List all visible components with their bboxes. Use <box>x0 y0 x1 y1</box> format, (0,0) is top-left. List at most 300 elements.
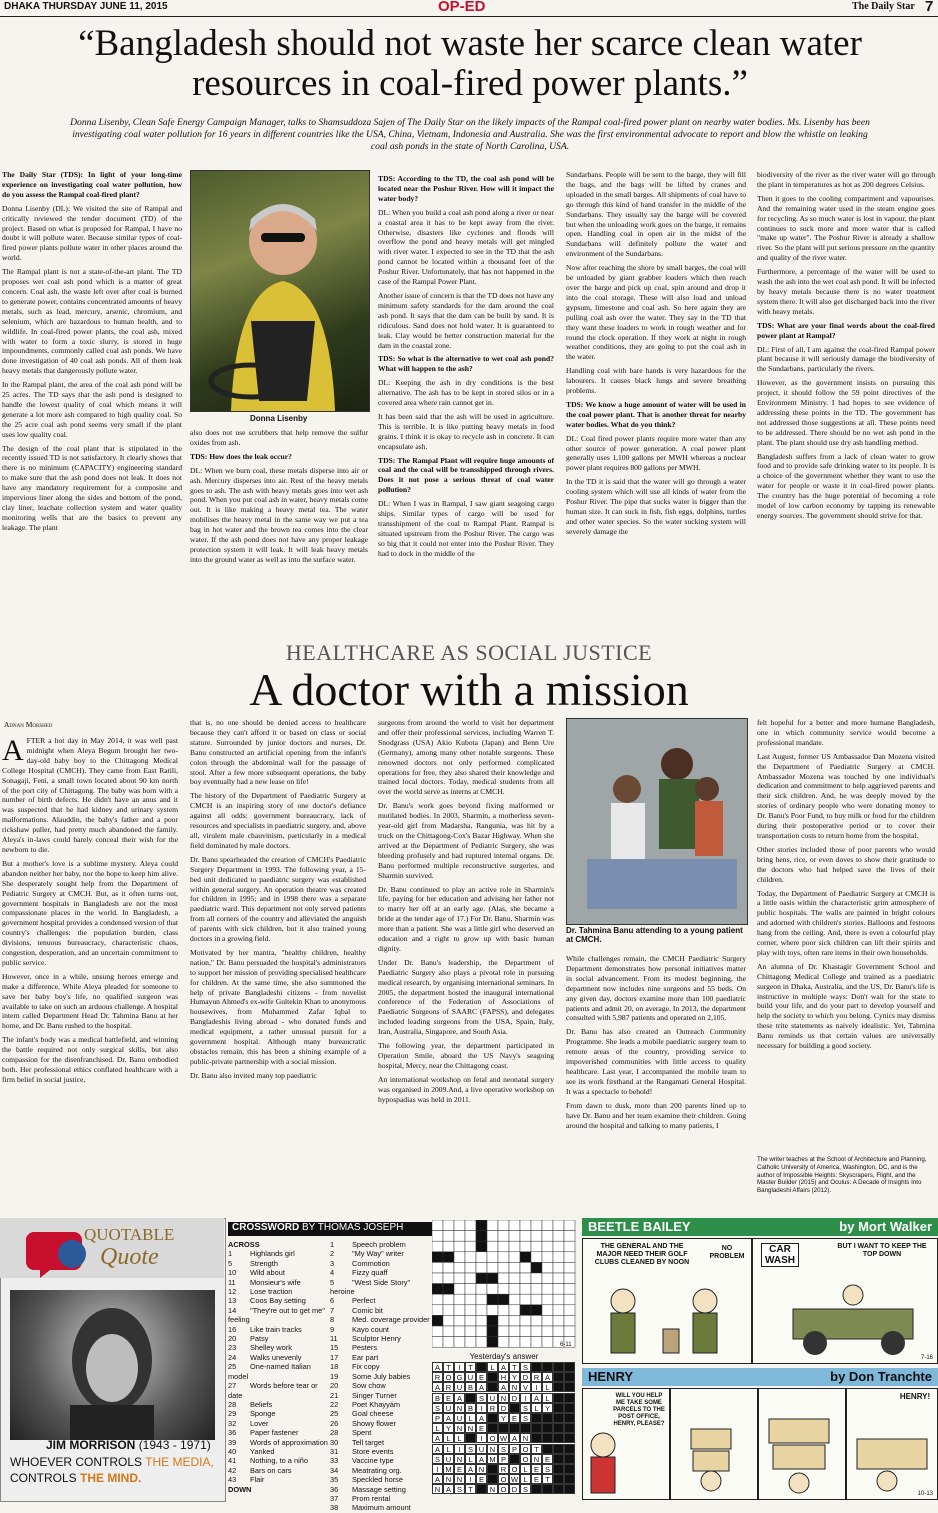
interview-question: The Daily Star (TDS): In light of your long-time experience on investigating coal water pollution, how do you assess the Rampal coal-fired plant? <box>2 170 182 199</box>
grid-cell[interactable] <box>432 1337 443 1348</box>
answer-cell: L <box>443 1433 454 1443</box>
clue-text: Speech problem <box>352 1240 406 1249</box>
grid-cell[interactable] <box>443 1305 454 1316</box>
grid-cell[interactable] <box>498 1273 509 1284</box>
grid-cell[interactable] <box>509 1315 520 1326</box>
grid-cell[interactable] <box>553 1273 564 1284</box>
clue-item <box>228 1438 328 1447</box>
grid-cell[interactable] <box>564 1220 575 1231</box>
down-clues <box>330 1240 430 1513</box>
paragraph: Dr. Banu also invited many top paediatric <box>190 1070 317 1080</box>
clue-number: 38 <box>330 1503 339 1513</box>
interview-answer: DL: First of all, I am against the coal-fired Rampal power plant because it will seriously damage the biodiversity of the Sundarbans, particularly the rivers. <box>757 344 935 374</box>
grid-cell[interactable] <box>487 1252 498 1263</box>
clue-number: 20 <box>330 1381 339 1391</box>
interview-answer: Furthermore, a percentage of the water will be used to wash the ash into the wet coal ash pond. It will be infected by heavy metals because there is no water treatment system there. It will also get discharged back into the river with heavy metals. <box>757 267 935 316</box>
answer-row <box>432 1403 576 1413</box>
answer-cell: U <box>487 1393 498 1403</box>
answer-cell: N <box>454 1474 465 1484</box>
interview-answer: The design of the coal plant that is stipulated in the recently issued TD is not satisfactory. It clearly shows that there is no minimum (CAPACITY) engineering standard to make sure that the ash pond does not leak. It does not have any mandatory requirement for a composite and impervious liner along the sides and bottom of the pond, clay liner, leachate collection system and water quality monitoring wells that are the basics to prevent any leakage. The plant <box>2 443 182 532</box>
clue-text: Store events <box>352 1446 394 1456</box>
clue-number: 37 <box>330 1493 339 1503</box>
clue-item <box>228 1400 328 1409</box>
answer-cell: A <box>432 1433 443 1443</box>
grid-cell[interactable] <box>498 1241 509 1252</box>
grid-cell[interactable] <box>520 1326 531 1337</box>
answer-cell: E <box>531 1464 542 1474</box>
answer-cell: U <box>454 1382 465 1392</box>
answer-cell <box>509 1403 520 1413</box>
grid-cell[interactable] <box>564 1273 575 1284</box>
paragraph: An alumna of Dr. Khastagir Government School and Chittagong Medical College and trained as a paediatric surgeon in Dhaka, Australia, and the US, Dr. Banu's life is instructive in multiple ways: Don't wait for the state to build your life, and do your part to develop yourself and help the society to which you belong. Cynics may dismiss these trite statements as naively idealistic. Yet, Tahmina Banu reminds us that certain values are universally necessary for building a good society. <box>757 961 935 1051</box>
grid-cell[interactable] <box>520 1252 531 1263</box>
hospital-illustration <box>567 719 747 924</box>
grid-cell[interactable] <box>487 1315 498 1326</box>
speech-bubble: HENRY! <box>899 1392 931 1401</box>
section-heading: HEALTHCARE AS SOCIAL JUSTICE <box>285 640 653 665</box>
grid-cell[interactable] <box>454 1231 465 1242</box>
grid-cell[interactable] <box>542 1284 553 1295</box>
clue-text: Spent <box>352 1428 372 1438</box>
drop-cap: A <box>2 736 24 767</box>
grid-cell[interactable] <box>531 1252 542 1263</box>
answer-cell: L <box>520 1474 531 1484</box>
dateline: DHAKA THURSDAY JUNE 11, 2015 <box>4 1 168 12</box>
answer-cell: H <box>498 1372 509 1382</box>
answer-cell: S <box>498 1444 509 1454</box>
grid-cell[interactable] <box>531 1262 542 1273</box>
headline-quote: “Bangladesh should not waste her scarce clean water resources in coal-fired power plants.” <box>78 23 862 104</box>
grid-cell[interactable] <box>509 1241 520 1252</box>
grid-cell[interactable] <box>498 1220 509 1231</box>
grid-cell[interactable] <box>443 1252 454 1263</box>
grid-cell[interactable] <box>542 1241 553 1252</box>
grid-cell[interactable] <box>531 1315 542 1326</box>
grid-cell[interactable] <box>443 1241 454 1252</box>
grid-cell[interactable] <box>476 1326 487 1337</box>
grid-cell[interactable] <box>564 1262 575 1273</box>
interview-answer: Then it goes to the cooling compartment and vapourises. And the remaining water used in the steam engine goes for recycling. As so much water is lost in vapour, the plant continues to suck more and more water that is called "make up water". The Poshur River is already a shallow river. So the plant will put serious pressure on the quantity and quality of the river water. <box>757 193 935 263</box>
speech-bubble: BUT I WANT TO KEEP THE TOP DOWN <box>837 1243 927 1258</box>
grid-cell[interactable] <box>443 1220 454 1231</box>
grid-cell[interactable] <box>454 1273 465 1284</box>
grid-cell[interactable] <box>487 1326 498 1337</box>
grid-cell[interactable] <box>465 1337 476 1348</box>
answer-cell: Y <box>443 1423 454 1433</box>
grid-cell[interactable] <box>498 1326 509 1337</box>
answer-cell: O <box>498 1474 509 1484</box>
answer-cell: A <box>465 1464 476 1474</box>
clue-number: 30 <box>330 1437 339 1447</box>
clue-text: Pesters <box>352 1343 378 1353</box>
grid-cell[interactable] <box>487 1231 498 1242</box>
answer-cell: A <box>443 1413 454 1423</box>
answer-cell: W <box>499 1434 508 1444</box>
grid-cell[interactable] <box>509 1326 520 1337</box>
grid-cell[interactable] <box>487 1337 498 1348</box>
grid-cell[interactable] <box>454 1305 465 1316</box>
grid-cell[interactable] <box>465 1294 476 1305</box>
grid-cell[interactable] <box>542 1231 553 1242</box>
grid-cell[interactable] <box>564 1305 575 1316</box>
article-column-3 <box>378 718 554 1196</box>
answer-cell: I <box>520 1393 531 1403</box>
paragraph: surgeons from around the world to visit her department and offer their professional services, including Warren T. Snodgrass (USA) Akio Kubota (Japan) and Benn Ure (Germany), among many other notable surgeons. These renowned doctors not only performed complicated operations for free, they also shared their knowledge and trained local doctors. Today, medical students from all over the world serve as interns at CMCH. <box>378 718 554 797</box>
paragraph: From dawn to dusk, more than 200 parents lined up to have Dr. Banu and her team examine their children. Going around the hospital and talking to many patients, I <box>566 1100 746 1130</box>
answer-cell: W <box>510 1475 519 1485</box>
grid-cell[interactable] <box>520 1262 531 1273</box>
grid-cell[interactable] <box>465 1252 476 1263</box>
grid-cell[interactable] <box>542 1273 553 1284</box>
grid-cell[interactable] <box>564 1284 575 1295</box>
answer-cell: R <box>432 1372 443 1382</box>
answer-cell: N <box>454 1423 465 1433</box>
answer-cell <box>564 1403 575 1413</box>
interview-question: TDS: According to the TD, the coal ash pond will be located near the Poshur River. How will it impact the water body? <box>378 174 554 203</box>
answer-cell: E <box>542 1454 553 1464</box>
grid-cell[interactable] <box>465 1220 476 1231</box>
answer-cell: R <box>487 1403 498 1413</box>
clue-text: Kayo count <box>352 1324 389 1334</box>
grid-cell[interactable] <box>498 1252 509 1263</box>
grid-cell[interactable] <box>476 1262 487 1273</box>
answer-cell <box>553 1433 564 1443</box>
grid-cell[interactable] <box>432 1241 443 1252</box>
answer-cell <box>542 1423 553 1433</box>
clue-text: Prom rental <box>352 1493 391 1503</box>
grid-cell[interactable] <box>531 1326 542 1337</box>
grid-cell[interactable] <box>531 1284 542 1295</box>
interview-question: TDS: We know a huge amount of water will be used in the coal power plant. That is another threat for nearby water bodies. What do you think? <box>566 399 746 429</box>
clue-text: Strength <box>250 1258 278 1268</box>
grid-cell[interactable] <box>443 1326 454 1337</box>
grid-cell[interactable] <box>553 1241 564 1252</box>
speech-bubble: NO PROBLEM <box>709 1245 745 1260</box>
grid-cell[interactable] <box>520 1337 531 1348</box>
grid-cell[interactable] <box>443 1284 454 1295</box>
grid-cell[interactable] <box>553 1326 564 1337</box>
answer-row <box>432 1444 576 1454</box>
clue-item <box>330 1456 430 1465</box>
grid-cell[interactable] <box>542 1305 553 1316</box>
grid-cell[interactable] <box>454 1241 465 1252</box>
grid-cell[interactable] <box>432 1220 443 1231</box>
grid-cell[interactable] <box>465 1326 476 1337</box>
answer-cell: I <box>476 1403 487 1413</box>
grid-cell[interactable] <box>432 1262 443 1273</box>
answer-cell: L <box>454 1433 465 1443</box>
clue-text: Monsieur's wife <box>250 1277 301 1287</box>
grid-cell[interactable] <box>454 1284 465 1295</box>
grid-cell[interactable] <box>553 1262 564 1273</box>
answer-cell: S <box>476 1393 487 1403</box>
answer-cell <box>487 1423 498 1433</box>
clue-number: 34 <box>330 1465 339 1475</box>
clue-text: Highlands girl <box>250 1249 295 1259</box>
grid-cell[interactable] <box>454 1252 465 1263</box>
grid-cell[interactable] <box>432 1273 443 1284</box>
clue-number: 6 <box>330 1296 335 1306</box>
grid-cell[interactable] <box>432 1294 443 1305</box>
answer-cell: O <box>509 1464 520 1474</box>
grid-cell[interactable] <box>498 1305 509 1316</box>
clue-text: Massage setting <box>352 1484 406 1494</box>
answer-cell: I <box>465 1474 476 1484</box>
grid-cell[interactable] <box>509 1231 520 1242</box>
clue-number: 1 <box>228 1249 233 1259</box>
grid-cell[interactable] <box>531 1305 542 1316</box>
grid-cell[interactable] <box>564 1326 575 1337</box>
interview-question: TDS: What are your final words about the coal-fired power plant at Rampal? <box>757 320 935 340</box>
grid-cell[interactable] <box>520 1284 531 1295</box>
grid-cell[interactable] <box>509 1294 520 1305</box>
grid-cell[interactable] <box>487 1294 498 1305</box>
grid-cell[interactable] <box>553 1315 564 1326</box>
grid-cell[interactable] <box>553 1284 564 1295</box>
crossword-title: CROSSWORD BY THOMAS JOSEPH <box>228 1222 432 1236</box>
grid-cell[interactable] <box>542 1294 553 1305</box>
answer-cell: U <box>476 1444 487 1454</box>
grid-cell[interactable] <box>564 1241 575 1252</box>
clue-text: Vaccine type <box>352 1456 394 1466</box>
author-footnote: The writer teaches at the School of Architecture and Planning, Catholic University of America, Washington, DC, and is the author of Impossible Heights: Skyscrapers, Flight, and the Master Builder (2015) and Oculus: A Decade of Insights Into Bangladeshi Affairs (2012). <box>757 1156 927 1195</box>
grid-cell[interactable] <box>476 1284 487 1295</box>
grid-cell[interactable] <box>542 1337 553 1348</box>
grid-cell[interactable] <box>520 1305 531 1316</box>
grid-cell[interactable] <box>476 1315 487 1326</box>
grid-cell[interactable] <box>553 1305 564 1316</box>
grid-cell[interactable] <box>476 1252 487 1263</box>
grid-cell[interactable] <box>542 1262 553 1273</box>
grid-cell[interactable] <box>487 1305 498 1316</box>
answer-cell: B <box>432 1393 443 1403</box>
grid-cell[interactable] <box>531 1294 542 1305</box>
grid-cell[interactable] <box>498 1315 509 1326</box>
grid-cell[interactable] <box>465 1262 476 1273</box>
grid-cell[interactable] <box>476 1337 487 1348</box>
grid-cell[interactable] <box>531 1241 542 1252</box>
clue-item <box>228 1296 328 1305</box>
clue-number: 11 <box>330 1334 338 1344</box>
grid-cell[interactable] <box>487 1273 498 1284</box>
grid-cell[interactable] <box>542 1315 553 1326</box>
grid-cell[interactable] <box>553 1294 564 1305</box>
clue-text: Like train tracks <box>250 1324 302 1334</box>
quote-line-2: CONTROLS THE MIND. <box>10 1471 142 1485</box>
grid-cell[interactable] <box>553 1231 564 1242</box>
grid-cell[interactable] <box>443 1294 454 1305</box>
answer-cell: I <box>432 1464 443 1474</box>
article-column-5 <box>757 170 935 610</box>
grid-cell[interactable] <box>509 1284 520 1295</box>
grid-cell[interactable] <box>487 1220 498 1231</box>
grid-cell[interactable] <box>531 1337 542 1348</box>
grid-cell[interactable] <box>476 1231 487 1242</box>
grid-cell[interactable] <box>520 1273 531 1284</box>
grid-cell[interactable] <box>553 1220 564 1231</box>
grid-cell[interactable] <box>531 1231 542 1242</box>
answer-row <box>432 1433 576 1443</box>
answer-row <box>432 1454 576 1464</box>
grid-cell[interactable] <box>432 1326 443 1337</box>
grid-cell[interactable] <box>531 1220 542 1231</box>
grid-cell[interactable] <box>531 1273 542 1284</box>
grid-cell[interactable] <box>520 1294 531 1305</box>
grid-cell[interactable] <box>443 1273 454 1284</box>
grid-cell[interactable] <box>432 1315 443 1326</box>
answer-cell: S <box>520 1362 531 1372</box>
grid-cell[interactable] <box>487 1284 498 1295</box>
grid-cell[interactable] <box>476 1294 487 1305</box>
answer-cell: T <box>465 1484 476 1494</box>
answer-row <box>432 1382 576 1392</box>
answer-cell: R <box>531 1372 542 1382</box>
grid-cell[interactable] <box>498 1231 509 1242</box>
grid-cell[interactable] <box>520 1220 531 1231</box>
grid-cell[interactable] <box>465 1315 476 1326</box>
answer-cell: A <box>454 1393 465 1403</box>
answer-cell: A <box>432 1444 443 1454</box>
answer-cell <box>531 1433 542 1443</box>
grid-cell[interactable] <box>454 1337 465 1348</box>
answer-cell: Y <box>542 1403 553 1413</box>
grid-cell[interactable] <box>498 1284 509 1295</box>
clue-text: Poet Khayyám <box>352 1399 401 1409</box>
grid-cell[interactable] <box>509 1220 520 1231</box>
grid-cell[interactable] <box>564 1294 575 1305</box>
grid-cell[interactable] <box>465 1273 476 1284</box>
quote-line-1: WHOEVER CONTROLS THE MEDIA, <box>10 1455 214 1469</box>
grid-cell[interactable] <box>432 1305 443 1316</box>
grid-cell[interactable] <box>432 1284 443 1295</box>
answer-cell: S <box>542 1464 553 1474</box>
grid-cell[interactable] <box>454 1220 465 1231</box>
clue-text: Coos Bay setting <box>250 1296 306 1306</box>
grid-cell[interactable] <box>454 1326 465 1337</box>
clue-item <box>228 1419 328 1428</box>
answer-row <box>432 1464 576 1474</box>
grid-cell[interactable] <box>443 1262 454 1273</box>
grid-cell[interactable] <box>454 1262 465 1273</box>
grid-cell[interactable] <box>564 1252 575 1263</box>
grid-cell[interactable] <box>487 1241 498 1252</box>
answer-cell: S <box>454 1484 465 1494</box>
clue-heading: DOWN <box>228 1484 252 1494</box>
grid-cell[interactable] <box>509 1262 520 1273</box>
clue-number: 15 <box>330 1343 339 1353</box>
comic-panel-2 <box>752 1238 938 1364</box>
answer-cell: Y <box>509 1372 520 1382</box>
article-column-5 <box>757 718 935 1148</box>
clue-number: 16 <box>228 1324 237 1334</box>
interview-answer: However, as the government insists on pursuing this project, it should follow the 59 point directives of the Environment Ministry. I had hopes to see evidence of addressing these points in the TD. The government has not addressed those suggestions at all. These points need to be addressed. There should be no wet ash pond in the plant. The plant should use dry ash handling method. <box>757 378 935 447</box>
paragraph: Dr. Banu's work goes beyond fixing malformed or mutilated bodies. In 2003, Sharmin, a motherless seven-year-old girl from Madarsha, Rangunia, was hit by a truck on the Chittagong-Cox's Bazar Highway. When she arrived at the Department of Pediatric Surgery, she was bleeding profusely and had ruptured internal organs. Dr. Banu performed multiple reconstructive surgeries, and Sharmin survived. <box>378 801 554 880</box>
grid-cell[interactable] <box>476 1220 487 1231</box>
answer-cell: D <box>509 1393 520 1403</box>
grid-cell[interactable] <box>542 1252 553 1263</box>
grid-cell[interactable] <box>509 1273 520 1284</box>
clue-text: Showy flower <box>352 1418 396 1428</box>
grid-cell[interactable] <box>443 1337 454 1348</box>
grid-cell[interactable] <box>432 1252 443 1263</box>
grid-cell[interactable] <box>465 1231 476 1242</box>
answer-cell: P <box>498 1454 509 1464</box>
clue-number: 28 <box>228 1399 237 1409</box>
grid-cell[interactable] <box>520 1231 531 1242</box>
answer-cell <box>553 1464 564 1474</box>
grid-cell[interactable] <box>476 1273 487 1284</box>
clue-item <box>330 1343 430 1352</box>
grid-cell[interactable] <box>465 1305 476 1316</box>
clue-item <box>330 1503 430 1512</box>
grid-cell[interactable] <box>542 1326 553 1337</box>
answer-cell: N <box>454 1454 465 1464</box>
answer-cell <box>487 1382 498 1392</box>
paragraph: Dr. Banu has also created an Outreach Community Programme. She leads a mobile paediatric surgery team to remote areas of the country, providing service to impoverished communities with little access to quality healthcare. Last year, I accompanied the mobile team to see its work firsthand at the Rangamati General Hospital. It was a spectacle to behold! <box>566 1027 746 1096</box>
grid-cell[interactable] <box>498 1262 509 1273</box>
clue-text: Fizzy quaff <box>352 1268 388 1278</box>
grid-cell[interactable] <box>564 1231 575 1242</box>
grid-cell[interactable] <box>509 1252 520 1263</box>
paragraph: Dr. Banu continued to play an active role in Sharmin's life, paying for her education and advising her father not to marry her off at an early age. (Alas, she became a bride at the tender age of 17.) For Dr. Banu, Sharmin was more than a patient. She was a little girl who deserved an education and a right to grow up with basic human dignity. <box>378 884 554 953</box>
grid-cell[interactable] <box>465 1241 476 1252</box>
grid-cell[interactable] <box>564 1315 575 1326</box>
grid-cell[interactable] <box>465 1284 476 1295</box>
answer-cell: A <box>476 1454 487 1464</box>
grid-cell[interactable] <box>509 1305 520 1316</box>
grid-cell[interactable] <box>476 1305 487 1316</box>
grid-cell[interactable] <box>520 1241 531 1252</box>
clue-number: 18 <box>330 1362 339 1372</box>
grid-cell[interactable] <box>454 1294 465 1305</box>
clue-item <box>330 1249 430 1258</box>
grid-cell[interactable] <box>509 1337 520 1348</box>
grid-cell[interactable] <box>443 1315 454 1326</box>
article-column-2 <box>190 428 368 610</box>
grid-cell[interactable] <box>476 1241 487 1252</box>
quotable-title: QUOTABLE <box>84 1225 175 1244</box>
answer-cell: N <box>531 1454 542 1464</box>
paragraph <box>2 736 178 855</box>
parcels-illustration <box>671 1389 757 1499</box>
grid-cell[interactable] <box>498 1294 509 1305</box>
paragraph: However, once in a while, unsung heroes emerge and make a difference. While Aleya pleaded for someone to save her baby boy's life, no qualified surgeon was available to take on such an arduous challenge. A hospital intern called Department Head Dr. Tahmina Banu at her home, and Dr. Banu rushed to the hospital. <box>2 971 178 1031</box>
grid-cell[interactable] <box>553 1252 564 1263</box>
answer-cell: N <box>498 1393 509 1403</box>
grid-cell[interactable] <box>542 1220 553 1231</box>
clue-number: 32 <box>228 1418 237 1428</box>
answer-cell: A <box>432 1362 443 1372</box>
clue-number: 12 <box>228 1287 237 1297</box>
paragraph: that is, no one should be denied access to healthcare because they can't afford it or based on class or social stature. Surrounded by junior doctors and nurses, Dr. Banu constructed an artificial opening from the infant's colon through the abdominal wall for the passage of stool. After a few more subsequent operations, the baby boy eventually had a new lease on life! <box>190 718 366 787</box>
clue-text: Sow chow <box>352 1381 386 1391</box>
crossword-grid[interactable] <box>432 1220 576 1348</box>
comic-panel-1 <box>582 1238 752 1364</box>
grid-cell[interactable] <box>454 1315 465 1326</box>
grid-cell[interactable] <box>487 1262 498 1273</box>
across-clues <box>228 1240 328 1494</box>
grid-cell[interactable] <box>520 1315 531 1326</box>
answer-cell <box>542 1433 553 1443</box>
grid-cell[interactable] <box>443 1231 454 1242</box>
grid-cell[interactable] <box>432 1231 443 1242</box>
clue-item <box>228 1475 328 1484</box>
parcels-illustration <box>759 1389 845 1499</box>
grid-cell[interactable] <box>498 1337 509 1348</box>
clue-number: 35 <box>330 1475 339 1485</box>
section-label: OP-ED <box>438 0 486 15</box>
answer-cell: A <box>432 1382 443 1392</box>
